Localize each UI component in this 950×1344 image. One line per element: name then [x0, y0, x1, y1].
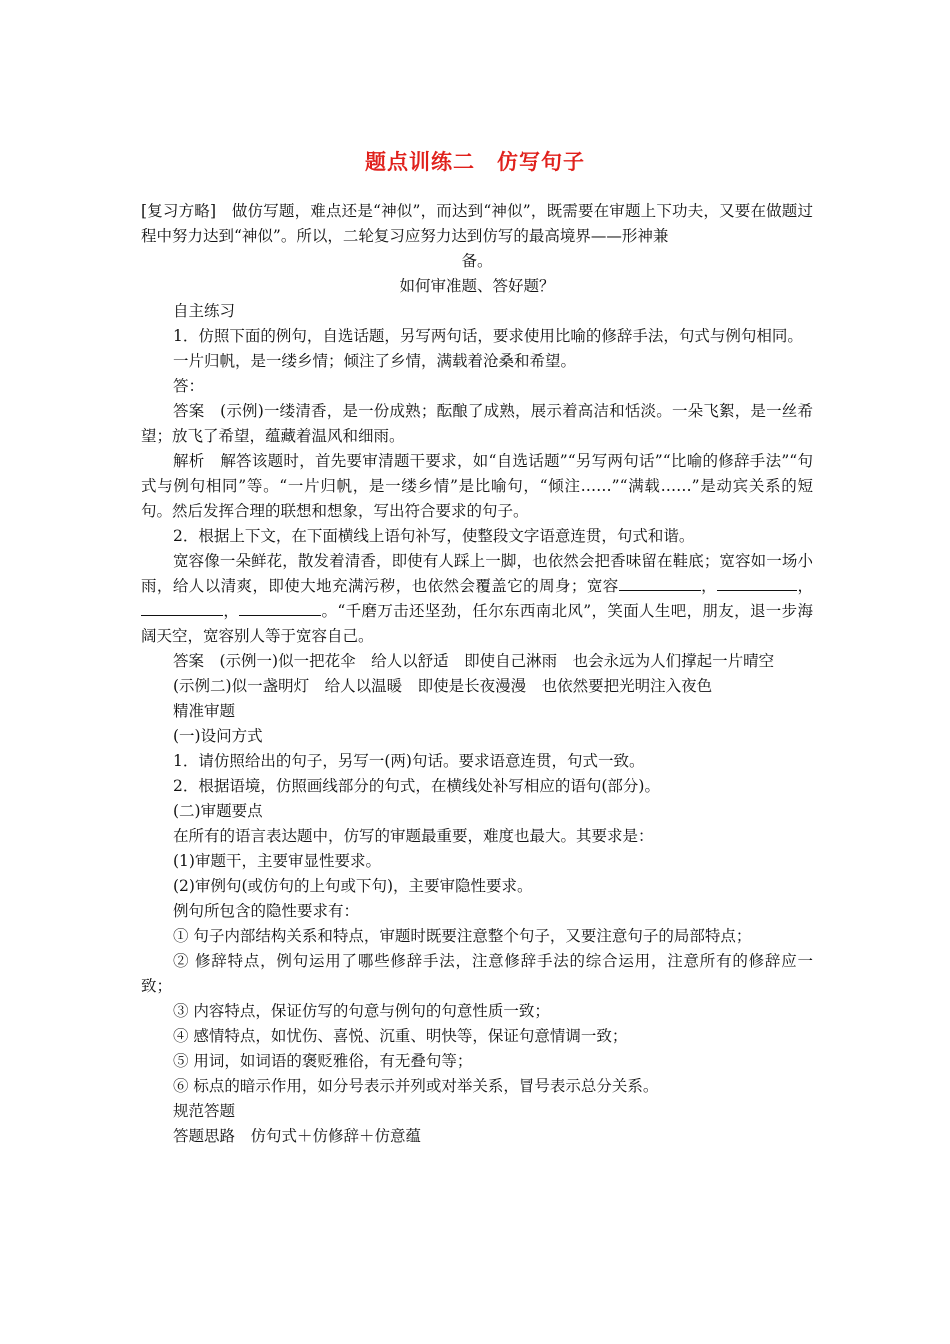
question-2-prompt: 2．根据上下文，在下面横线上语句补写，使整段文字语意连贯，句式和谐。: [173, 527, 695, 545]
passage-sep-2: ，: [797, 577, 813, 595]
question-2-answer-2: (示例二)似一盏明灯 给人以温暖 即使是长夜漫漫 也依然要把光明注入夜色: [173, 677, 713, 695]
hidden-point: ③ 内容特点，保证仿写的句意与例句的句意性质一致；: [173, 1002, 550, 1020]
question-1-answer: 答案 (示例)一缕清香，是一份成熟；酝酿了成熟，展示着高洁和恬淡。一朵飞絮，是一丝希望；放飞了希望，蕴藏着温风和细雨。: [141, 402, 813, 445]
document-body: [141, 199, 813, 1149]
hidden-point: ① 句子内部结构关系和特点，审题时既要注意整个句子，又要注意句子的局部特点；: [173, 927, 752, 945]
passage-text-b: 。“千磨万击还坚劲，任尔东西南北风”，笑面人生吧，朋友，退一步海阔天空，宽容别人等于宽容自己。: [141, 602, 813, 645]
passage-text-a: 宽容像一朵鲜花，散发着清香，即使有人踩上一脚，也依然会把香味留在鞋底；宽容如一场小雨，给人以清爽，即使大地充满污秽，也依然会覆盖它的周身；宽容: [141, 552, 813, 595]
section-heading-standard-answer: 规范答题: [173, 1102, 236, 1120]
hidden-point: ② 修辞特点，例句运用了哪些修辞手法，注意修辞手法的综合运用，注意所有的修辞应一致；: [141, 952, 813, 995]
question-1-prompt: 1．仿照下面的例句，自选话题，另写两句话，要求使用比喻的修辞手法，句式与例句相同。: [173, 327, 803, 345]
part-1-item: 1．请仿照给出的句子，另写一(两)句话。要求语意连贯，句式一致。: [173, 752, 645, 770]
fill-blank-4[interactable]: [239, 601, 321, 616]
question-2-passage: [141, 549, 813, 649]
passage-sep-3: ，: [223, 602, 240, 620]
fill-blank-3[interactable]: [141, 601, 223, 616]
fill-blank-2[interactable]: [717, 576, 797, 591]
question-1-example: 一片归帆，是一缕乡情；倾注了乡情，满载着沧桑和希望。: [173, 352, 577, 370]
part-2-heading: (二)审题要点: [173, 802, 263, 820]
intro-text: 做仿写题，难点还是“神似”，而达到“神似”，既需要在审题上下功夫，又要在做题过程中努力达到“神似”。所以，二轮复习应努力达到仿写的最高境界——形神兼: [141, 202, 813, 245]
section-heading-precise-review: 精准审题: [173, 702, 236, 720]
hidden-point: ⑤ 用词，如词语的褒贬雅俗，有无叠句等；: [173, 1052, 473, 1070]
question-1-answer-label: 答：: [173, 377, 205, 395]
fill-blank-1[interactable]: [619, 576, 701, 591]
question-2-answer-1: 答案 (示例一)似一把花伞 给人以舒适 即使自己淋雨 也会永远为人们撑起一片晴空: [173, 652, 775, 670]
section-heading-self-practice: 自主练习: [173, 302, 236, 320]
part-1-heading: (一)设问方式: [173, 727, 263, 745]
intro-paragraph: [141, 199, 813, 249]
part-2-requirement-2: (2)审例句(或仿句的上句或下句)，主要审隐性要求。: [173, 877, 533, 895]
hidden-point: ⑥ 标点的暗示作用，如分号表示并列或对举关系，冒号表示总分关系。: [173, 1077, 659, 1095]
hidden-point: ④ 感情特点，如忧伤、喜悦、沉重、明快等，保证句意情调一致；: [173, 1027, 628, 1045]
passage-sep-1: ，: [700, 577, 718, 595]
part-2-lead: 在所有的语言表达题中，仿写的审题最重要，难度也最大。其要求是：: [173, 827, 654, 845]
answer-approach: 答题思路 仿句式＋仿修辞＋仿意蕴: [173, 1127, 422, 1145]
intro-tail: 备。: [461, 252, 493, 270]
question-1-analysis: 解析 解答该题时，首先要审清题干要求，如“自选话题”“另写两句话”“比喻的修辞手法”“句式与例句相同”等。“一片归帆，是一缕乡情”是比喻句，“倾注……”“满载……”是动宾关系的短句。然后发挥合理的联想和想象，写出符合要求的句子。: [141, 452, 813, 520]
part-2-requirement-1: (1)审题干，主要审显性要求。: [173, 852, 381, 870]
main-heading: 如何审准题、答好题？: [399, 277, 555, 295]
intro-tag: [复习方略]: [141, 202, 217, 220]
page-title: 题点训练二 仿写句子: [365, 150, 585, 174]
part-2-hidden-lead: 例句所包含的隐性要求有：: [173, 902, 360, 920]
part-1-item: 2．根据语境，仿照画线部分的句式，在横线处补写相应的语句(部分)。: [173, 777, 660, 795]
